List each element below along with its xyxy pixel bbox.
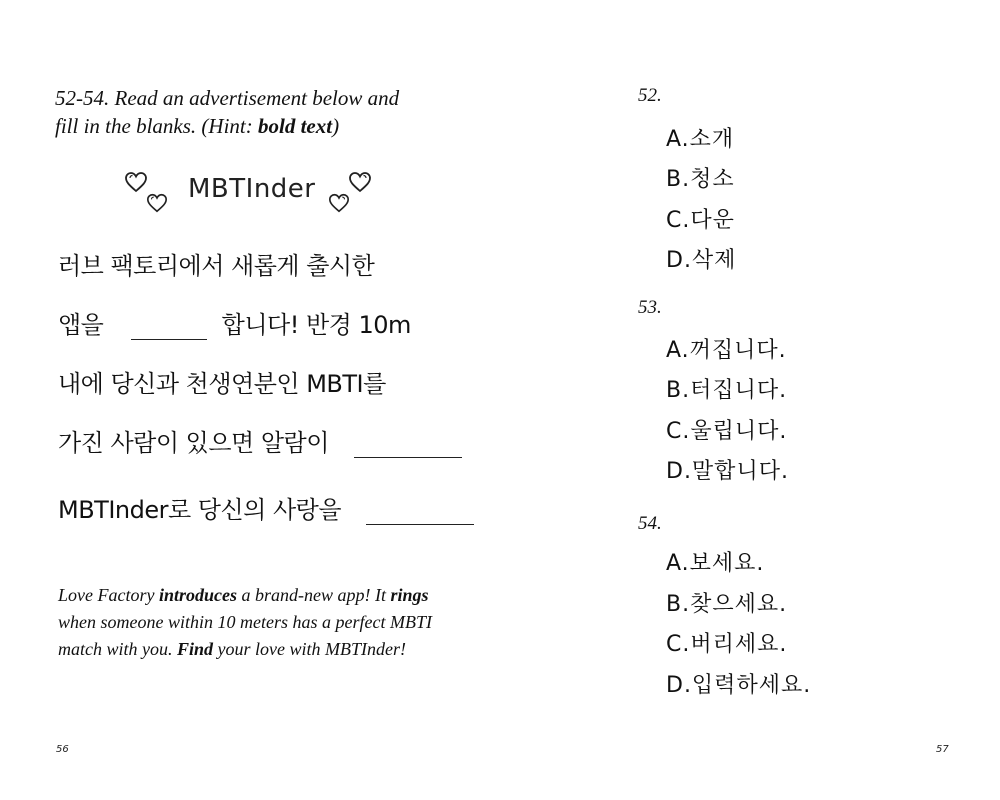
ad-text-part: MBTInder로 당신의 사랑을 xyxy=(58,496,342,524)
option-53-b: B.터집니다. xyxy=(666,378,788,403)
ad-text-part: 합니다! 반경 10m xyxy=(221,311,411,339)
translation-text xyxy=(58,582,438,663)
instruction-bold-hint: bold text xyxy=(257,114,333,138)
instruction-line-1: 52-54. Read an advertisement below and xyxy=(55,86,400,110)
translation-bold: Find xyxy=(177,639,214,659)
instruction-text-part: fill in the blanks. (Hint: xyxy=(55,114,258,138)
option-54-d: D.입력하세요. xyxy=(666,673,812,698)
option-53-a: A.꺼집니다. xyxy=(666,338,787,363)
instruction-text-part: ) xyxy=(332,114,340,138)
option-52-d: D.삭제 xyxy=(666,248,737,273)
heart-icon xyxy=(348,170,372,194)
blank-53 xyxy=(354,427,462,458)
question-number-52: 52. xyxy=(638,85,662,106)
translation-part: when someone within 10 meters has a perfect MBTI match with you. xyxy=(58,612,432,659)
question-number-54: 54. xyxy=(638,513,662,534)
ad-line-3: 내에 당신과 천생연분인 MBTI를 xyxy=(58,370,386,398)
translation-bold: rings xyxy=(390,585,429,605)
option-54-a: A.보세요. xyxy=(666,551,765,576)
ad-line-5 xyxy=(58,484,474,525)
option-53-d: D.말합니다. xyxy=(666,459,789,484)
page-number-right: 57 xyxy=(936,744,949,755)
ad-line-2 xyxy=(58,305,411,340)
option-52-c: C.다운 xyxy=(666,208,735,233)
page-number-left: 56 xyxy=(56,744,69,755)
ad-line-4 xyxy=(58,423,462,458)
option-54-b: B.찾으세요. xyxy=(666,592,788,617)
option-52-a: A.소개 xyxy=(666,127,735,152)
option-54-c: C.버리세요. xyxy=(666,632,788,657)
translation-part: your love with MBTInder! xyxy=(213,639,406,659)
heart-icon xyxy=(146,192,168,214)
translation-part: Love Factory xyxy=(58,585,159,605)
ad-line-1: 러브 팩토리에서 새롭게 출시한 xyxy=(58,252,375,280)
question-number-53: 53. xyxy=(638,297,662,318)
instruction-text xyxy=(55,84,475,140)
heart-icon xyxy=(124,170,148,194)
instruction-line-2 xyxy=(55,112,475,140)
option-52-b: B.청소 xyxy=(666,167,735,192)
option-53-c: C.울립니다. xyxy=(666,419,788,444)
ad-text-part: 앱을 xyxy=(58,311,104,339)
ad-text-part: 가진 사람이 있으면 알람이 xyxy=(58,429,329,457)
blank-52 xyxy=(131,305,207,340)
heart-icon xyxy=(328,192,350,214)
translation-part: a brand-new app! It xyxy=(236,585,391,605)
blank-54 xyxy=(366,484,474,525)
brand-name: MBTInder xyxy=(188,174,316,204)
logo-row xyxy=(120,166,380,218)
translation-bold: introduces xyxy=(158,585,237,605)
